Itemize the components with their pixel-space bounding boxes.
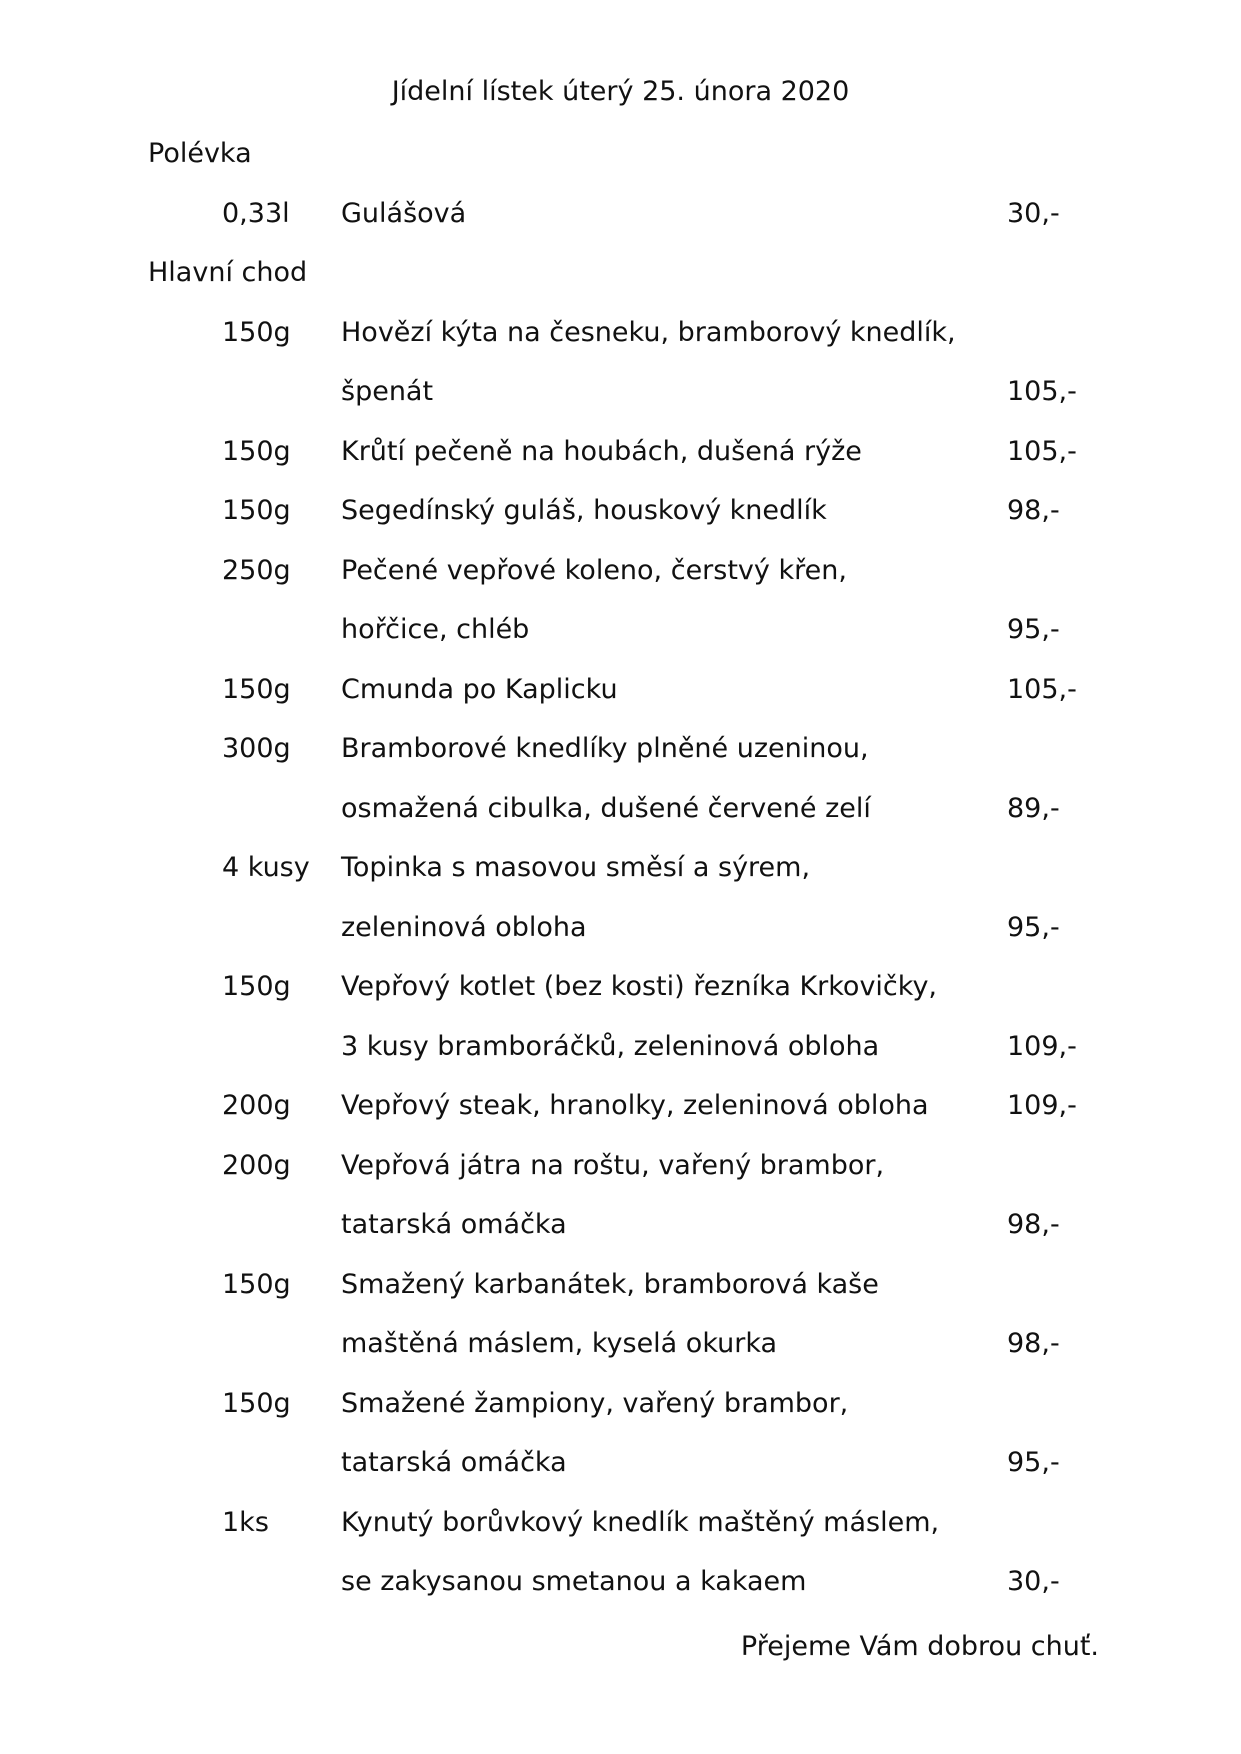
item-price: 30,- bbox=[1007, 197, 1060, 229]
item-description: tatarská omáčka bbox=[341, 1447, 567, 1478]
menu-item-line bbox=[0, 908, 1241, 948]
item-description: zeleninová obloha bbox=[341, 911, 587, 943]
item-price: 109,- bbox=[1007, 1090, 1077, 1121]
item-quantity: 0,33l bbox=[222, 197, 290, 229]
menu-item-line bbox=[0, 1086, 1241, 1126]
item-description: osmažená cibulka, dušené červené zelí bbox=[341, 792, 871, 824]
closing-message: Přejeme Vám dobrou chuť. bbox=[740, 1631, 1099, 1662]
item-price: 95,- bbox=[1007, 1447, 1060, 1478]
item-quantity: 200g bbox=[222, 1090, 291, 1121]
item-description: maštěná máslem, kyselá okurka bbox=[341, 1328, 778, 1359]
menu-item-line bbox=[0, 1324, 1241, 1364]
item-description: tatarská omáčka bbox=[341, 1209, 567, 1240]
section-heading: Polévka bbox=[148, 138, 252, 169]
item-quantity: 150g bbox=[222, 673, 291, 705]
item-description: hořčice, chléb bbox=[341, 614, 530, 645]
menu-item-line bbox=[0, 1443, 1241, 1483]
menu-item-line bbox=[0, 610, 1241, 650]
item-quantity: 150g bbox=[222, 1387, 291, 1419]
item-quantity: 300g bbox=[222, 733, 291, 764]
item-description: Hovězí kýta na česneku, bramborový knedlík, bbox=[341, 316, 956, 348]
item-quantity: 150g bbox=[222, 495, 291, 526]
item-description: Krůtí pečeně na houbách, dušená rýže bbox=[341, 435, 862, 467]
item-quantity: 150g bbox=[222, 435, 291, 467]
menu-item-line bbox=[0, 729, 1241, 769]
item-description: Cmunda po Kaplicku bbox=[341, 673, 618, 705]
item-description: Smažený karbanátek, bramborová kaše bbox=[341, 1268, 879, 1300]
page-title: Jídelní lístek úterý 25. února 2020 bbox=[391, 76, 850, 107]
item-description: Gulášová bbox=[341, 197, 467, 229]
menu-item-line bbox=[0, 551, 1241, 591]
item-price: 105,- bbox=[1007, 435, 1077, 467]
menu-item-line bbox=[0, 1205, 1241, 1245]
item-quantity: 150g bbox=[222, 971, 291, 1002]
item-description: Bramborové knedlíky plněné uzeninou, bbox=[341, 733, 869, 764]
menu-item-line bbox=[0, 491, 1241, 531]
item-description: Vepřový kotlet (bez kosti) řezníka Krkovičky, bbox=[341, 971, 938, 1002]
item-quantity: 4 kusy bbox=[222, 852, 310, 883]
item-description: se zakysanou smetanou a kakaem bbox=[341, 1566, 807, 1597]
menu-item-line bbox=[0, 848, 1241, 888]
menu-item-line bbox=[0, 313, 1241, 353]
menu-item-line bbox=[0, 967, 1241, 1007]
item-price: 98,- bbox=[1007, 1209, 1060, 1240]
item-price: 95,- bbox=[1007, 614, 1060, 645]
item-description: Vepřová játra na roštu, vařený brambor, bbox=[341, 1149, 885, 1181]
menu-item-line bbox=[0, 1027, 1241, 1067]
menu-item-line bbox=[0, 194, 1241, 234]
item-price: 105,- bbox=[1007, 673, 1077, 705]
menu-item-line bbox=[0, 1562, 1241, 1602]
item-price: 95,- bbox=[1007, 911, 1060, 943]
menu-item-line bbox=[0, 1146, 1241, 1186]
item-price: 105,- bbox=[1007, 376, 1077, 407]
item-description: Smažené žampiony, vařený brambor, bbox=[341, 1387, 849, 1419]
item-quantity: 150g bbox=[222, 1268, 291, 1300]
menu-item-line bbox=[0, 372, 1241, 412]
menu-item-line bbox=[0, 1503, 1241, 1543]
item-price: 98,- bbox=[1007, 1328, 1060, 1359]
item-price: 98,- bbox=[1007, 495, 1060, 526]
menu-item-line bbox=[0, 789, 1241, 829]
item-price: 30,- bbox=[1007, 1566, 1060, 1597]
item-description: Pečené vepřové koleno, čerstvý křen, bbox=[341, 554, 847, 586]
section-heading: Hlavní chod bbox=[148, 257, 308, 288]
item-quantity: 250g bbox=[222, 554, 291, 586]
item-price: 109,- bbox=[1007, 1030, 1077, 1062]
item-description: Topinka s masovou směsí a sýrem, bbox=[341, 852, 811, 883]
menu-item-line bbox=[0, 1265, 1241, 1305]
menu-item-line bbox=[0, 1384, 1241, 1424]
item-description: Vepřový steak, hranolky, zeleninová obloha bbox=[341, 1090, 929, 1121]
item-price: 89,- bbox=[1007, 792, 1060, 824]
item-quantity: 150g bbox=[222, 316, 291, 348]
item-description: 3 kusy bramboráčků, zeleninová obloha bbox=[341, 1030, 880, 1062]
item-description: Segedínský guláš, houskový knedlík bbox=[341, 495, 827, 526]
menu-item-line bbox=[0, 670, 1241, 710]
item-description: Kynutý borůvkový knedlík maštěný máslem, bbox=[341, 1506, 940, 1538]
item-quantity: 1ks bbox=[222, 1506, 269, 1538]
item-quantity: 200g bbox=[222, 1149, 291, 1181]
item-description: špenát bbox=[341, 376, 434, 407]
menu-item-line bbox=[0, 432, 1241, 472]
